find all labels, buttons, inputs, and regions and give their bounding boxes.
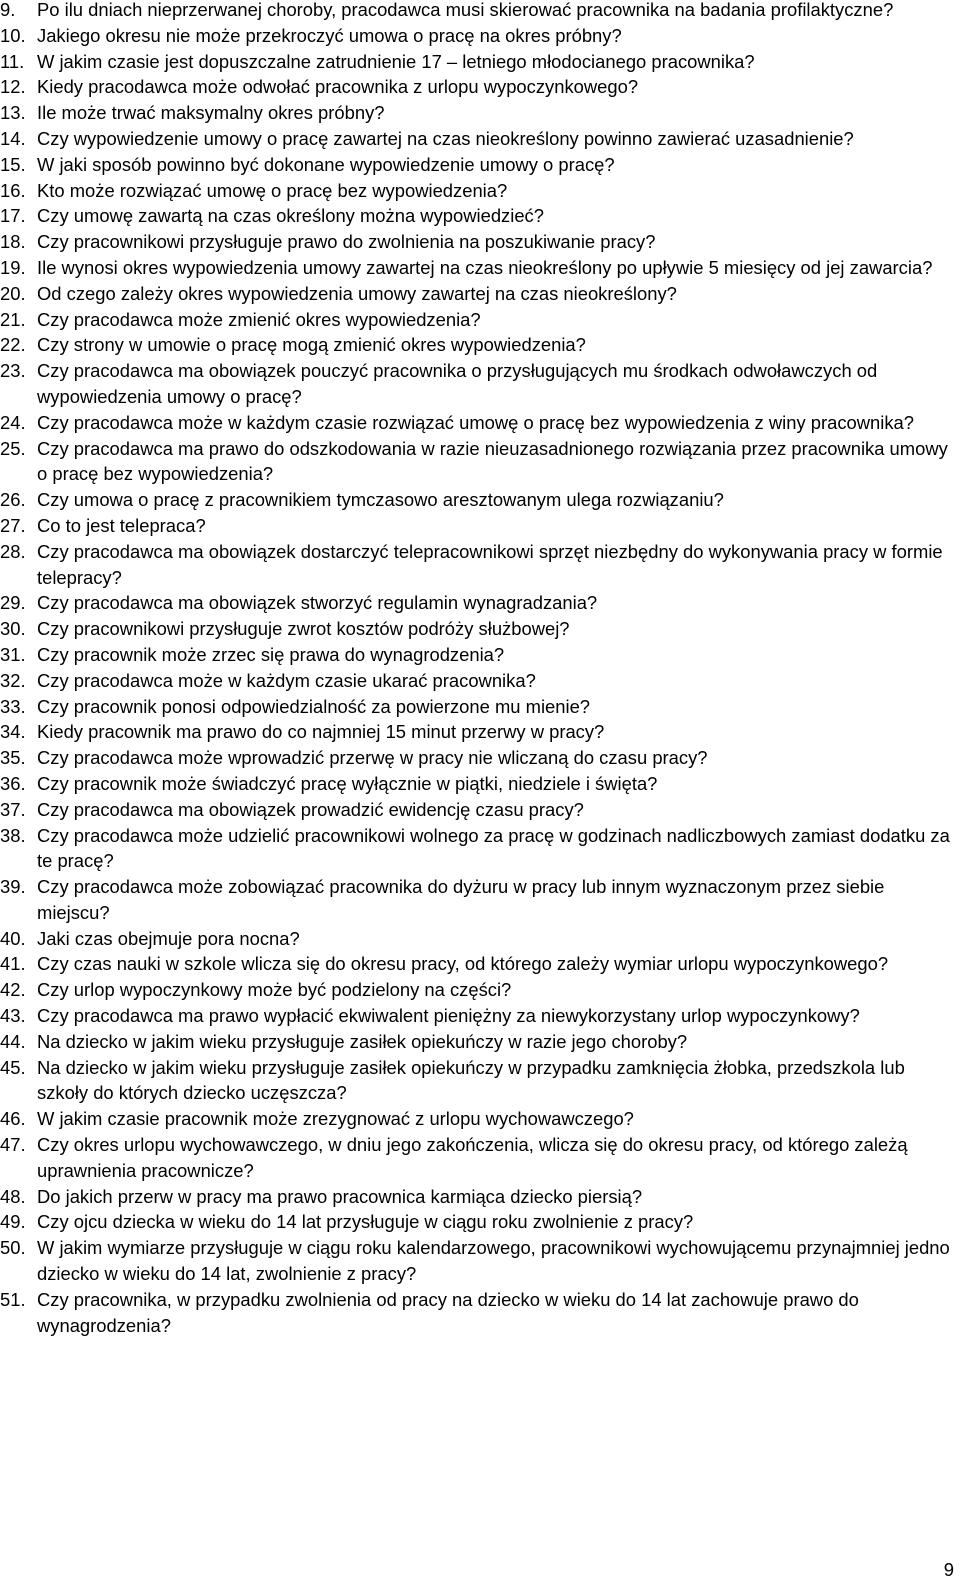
question-text: Czy pracodawca może udzielić pracownikowi wolnego za pracę w godzinach nadliczbowych zamiast dodatku za te pracę? <box>37 824 950 872</box>
question-text: Co to jest telepraca? <box>37 514 206 536</box>
question-number: 25. <box>0 437 26 459</box>
question-number: 18. <box>0 231 26 253</box>
question-item <box>0 874 950 926</box>
question-text: Czy strony w umowie o pracę mogą zmienić okres wypowiedzenia? <box>37 334 586 356</box>
question-text: Czy umowę zawartą na czas określony można wypowiedzieć? <box>37 205 544 227</box>
question-number: 35. <box>0 747 26 769</box>
question-text: Czy wypowiedzenie umowy o pracę zawartej na czas nieokreślony powinno zawierać uzasadnienie? <box>37 127 854 149</box>
question-text: Czy umowa o pracę z pracownikiem tymczasowo aresztowanym ulega rozwiązaniu? <box>37 489 724 511</box>
question-item <box>0 694 950 720</box>
question-item <box>0 49 950 75</box>
question-text: Od czego zależy okres wypowiedzenia umowy zawartej na czas nieokreślony? <box>37 282 677 304</box>
question-number: 15. <box>0 153 26 175</box>
question-number: 27. <box>0 514 26 536</box>
question-item <box>0 1029 950 1055</box>
question-number: 51. <box>0 1288 26 1310</box>
question-number: 16. <box>0 179 26 201</box>
question-text: Czy okres urlopu wychowawczego, w dniu jego zakończenia, wlicza się do okresu pracy, od którego zależą uprawnienia pracownicze? <box>37 1134 908 1181</box>
question-number: 33. <box>0 695 26 717</box>
question-number: 43. <box>0 1005 26 1027</box>
question-item <box>0 823 950 875</box>
question-number: 12. <box>0 76 26 98</box>
question-item <box>0 229 950 255</box>
question-item <box>0 487 950 513</box>
question-item <box>0 1287 950 1339</box>
question-number: 45. <box>0 1056 26 1078</box>
question-number: 9. <box>0 0 16 20</box>
question-number: 23. <box>0 360 26 382</box>
question-text: Jaki czas obejmuje pora nocna? <box>37 927 300 949</box>
question-number: 34. <box>0 721 26 743</box>
question-number: 20. <box>0 282 26 304</box>
question-text: Czy pracodawca ma obowiązek pouczyć pracownika o przysługujących mu środkach odwoławczych od wypowiedzenia umowy o pracę? <box>37 360 878 407</box>
question-item <box>0 74 950 100</box>
question-item <box>0 1184 950 1210</box>
question-text: Na dziecko w jakim wieku przysługuje zasiłek opiekuńczy w przypadku zamknięcia żłobka, przedszkola lub szkoły do których dziecko uczęszcza? <box>37 1056 905 1104</box>
question-item <box>0 0 950 23</box>
question-item <box>0 126 950 152</box>
question-item <box>0 951 950 977</box>
question-text: Czy pracodawca może zmienić okres wypowiedzenia? <box>37 308 481 330</box>
question-item <box>0 281 950 307</box>
question-number: 13. <box>0 102 26 124</box>
question-text: Na dziecko w jakim wieku przysługuje zasiłek opiekuńczy w razie jego choroby? <box>37 1030 688 1052</box>
question-item <box>0 977 950 1003</box>
question-item <box>0 358 950 410</box>
question-text: Jakiego okresu nie może przekroczyć umowa o pracę na okres próbny? <box>37 24 622 46</box>
question-number: 32. <box>0 669 26 691</box>
question-text: Ile wynosi okres wypowiedzenia umowy zawartej na czas nieokreślony po upływie 5 miesięcy od jej zawarcia? <box>37 256 933 278</box>
question-item <box>0 513 950 539</box>
question-text: Do jakich przerw w pracy ma prawo pracownica karmiąca dziecko piersią? <box>37 1185 643 1207</box>
question-item <box>0 410 950 436</box>
question-number: 47. <box>0 1134 26 1156</box>
question-number: 40. <box>0 927 26 949</box>
question-item <box>0 307 950 333</box>
question-text: W jakim wymiarze przysługuje w ciągu roku kalendarzowego, pracownikowi wychowującemu przynajmniej jedno dziecko w wieku do 14 lat, zwolnienie z pracy? <box>37 1237 950 1285</box>
question-text: Czy pracodawca może w każdym czasie rozwiązać umowę o pracę bez wypowiedzenia z winy pracownika? <box>37 411 914 433</box>
question-text: Czy pracownik ponosi odpowiedzialność za powierzone mu mienie? <box>37 695 591 717</box>
question-item <box>0 1209 950 1235</box>
question-item <box>0 1235 950 1287</box>
question-item <box>0 616 950 642</box>
question-item <box>0 668 950 694</box>
question-number: 48. <box>0 1185 26 1207</box>
question-text: Czy pracodawca ma prawo do odszkodowania w razie nieuzasadnionego rozwiązania przez pracownika umowy o pracę bez wypowiedzenia? <box>37 437 948 485</box>
question-number: 49. <box>0 1211 26 1233</box>
question-text: Kto może rozwiązać umowę o pracę bez wypowiedzenia? <box>37 179 508 201</box>
question-item <box>0 203 950 229</box>
question-item <box>0 436 950 488</box>
question-item <box>0 100 950 126</box>
question-number: 46. <box>0 1108 26 1130</box>
question-item <box>0 23 950 49</box>
question-text: Kiedy pracodawca może odwołać pracownika z urlopu wypoczynkowego? <box>37 76 639 98</box>
question-number: 19. <box>0 256 26 278</box>
question-number: 37. <box>0 798 26 820</box>
question-item <box>0 1003 950 1029</box>
question-text: Czy pracownikowi przysługuje zwrot kosztów podróży służbowej? <box>37 618 570 640</box>
question-text: W jakim czasie pracownik może zrezygnować z urlopu wychowawczego? <box>37 1108 634 1130</box>
question-number: 31. <box>0 643 26 665</box>
question-text: Czy pracodawca ma obowiązek dostarczyć telepracownikowi sprzęt niezbędny do wykonywania pracy w formie telepracy? <box>37 540 943 588</box>
page-number: 9 <box>943 1559 954 1580</box>
question-text: Czy pracownika, w przypadku zwolnienia od pracy na dziecko w wieku do 14 lat zachowuje prawo do wynagrodzenia? <box>37 1288 859 1336</box>
question-item <box>0 255 950 281</box>
question-text: Czy czas nauki w szkole wlicza się do okresu pracy, od którego zależy wymiar urlopu wypoczynkowego? <box>37 953 889 975</box>
question-number: 29. <box>0 592 26 614</box>
question-number: 39. <box>0 876 26 898</box>
question-item <box>0 1055 950 1107</box>
question-number: 38. <box>0 824 26 846</box>
question-text: Czy pracodawca ma obowiązek prowadzić ewidencję czasu pracy? <box>37 798 584 820</box>
question-item <box>0 1132 950 1184</box>
question-item <box>0 926 950 952</box>
question-text: Czy ojcu dziecka w wieku do 14 lat przysługuje w ciągu roku zwolnienie z pracy? <box>37 1211 694 1233</box>
question-item <box>0 771 950 797</box>
question-text: Czy pracodawca może w każdym czasie ukarać pracownika? <box>37 669 536 691</box>
question-item <box>0 642 950 668</box>
question-text: Czy pracodawca może zobowiązać pracownika do dyżuru w pracy lub innym wyznaczonym przez siebie miejscu? <box>37 876 885 923</box>
question-text: Czy pracownik może zrzec się prawa do wynagrodzenia? <box>37 643 505 665</box>
question-item <box>0 797 950 823</box>
question-number: 50. <box>0 1237 26 1259</box>
question-number: 36. <box>0 772 26 794</box>
question-item <box>0 719 950 745</box>
question-text: Czy urlop wypoczynkowy może być podzielony na części? <box>37 979 512 1001</box>
question-number: 44. <box>0 1030 26 1052</box>
question-item <box>0 152 950 178</box>
question-number: 30. <box>0 618 26 640</box>
question-text: Czy pracodawca może wprowadzić przerwę w pracy nie wliczaną do czasu pracy? <box>37 747 708 769</box>
question-item <box>0 1106 950 1132</box>
question-text: W jaki sposób powinno być dokonane wypowiedzenie umowy o pracę? <box>37 153 615 175</box>
question-number: 26. <box>0 489 26 511</box>
question-item <box>0 332 950 358</box>
question-number: 14. <box>0 127 26 149</box>
question-number: 41. <box>0 953 26 975</box>
question-text: Ile może trwać maksymalny okres próbny? <box>37 102 385 124</box>
question-number: 22. <box>0 334 26 356</box>
question-text: Czy pracodawca ma obowiązek stworzyć regulamin wynagradzania? <box>37 592 598 614</box>
question-text: Czy pracownik może świadczyć pracę wyłącznie w piątki, niedziele i święta? <box>37 772 658 794</box>
question-number: 10. <box>0 24 26 46</box>
question-number: 28. <box>0 540 26 562</box>
question-number: 17. <box>0 205 26 227</box>
question-item <box>0 745 950 771</box>
question-number: 21. <box>0 308 26 330</box>
question-item <box>0 178 950 204</box>
question-text: Czy pracodawca ma prawo wypłacić ekwiwalent pieniężny za niewykorzystany urlop wypoczynkowy? <box>37 1005 860 1027</box>
question-number: 24. <box>0 411 26 433</box>
question-text: W jakim czasie jest dopuszczalne zatrudnienie 17 – letniego młodocianego pracownika? <box>37 50 755 72</box>
question-number: 11. <box>0 50 25 72</box>
question-item <box>0 539 950 591</box>
question-text: Po ilu dniach nieprzerwanej choroby, pracodawca musi skierować pracownika na badania profilaktyczne? <box>37 0 894 20</box>
question-number: 42. <box>0 979 26 1001</box>
question-item <box>0 590 950 616</box>
question-text: Czy pracownikowi przysługuje prawo do zwolnienia na poszukiwanie pracy? <box>37 231 656 253</box>
question-text: Kiedy pracownik ma prawo do co najmniej 15 minut przerwy w pracy? <box>37 721 605 743</box>
